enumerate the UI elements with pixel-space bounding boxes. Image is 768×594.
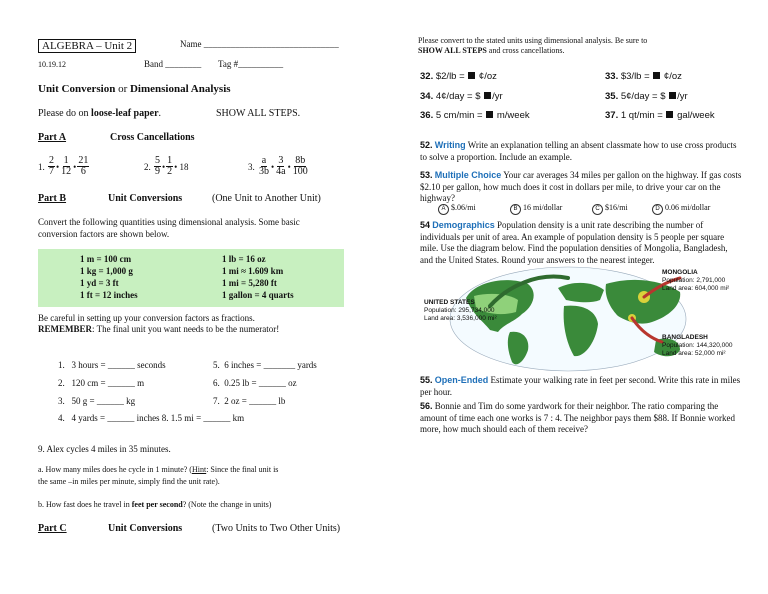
- part-c-subtitle: (Two Units to Two Other Units): [212, 523, 341, 534]
- fraction: $\frac{8b}{100}$: [292, 155, 308, 177]
- part-b-title: Unit Conversions: [108, 193, 183, 204]
- part-c-label: Part C: [38, 523, 67, 534]
- conversion-item: 36. 5 cm/min = m/week: [420, 110, 530, 121]
- conversion-item: 32. $2/lb = ¢/oz: [420, 71, 497, 82]
- factor: 1 lb = 16 oz: [222, 254, 266, 264]
- choice-b[interactable]: B 16 mi/dollar: [510, 203, 562, 215]
- convert-instructions-2: conversion factors are shown below.: [38, 229, 170, 239]
- problem-53: 53. Multiple Choice Your car averages 34 miles per gallon on the highway. If gas costs $2.10 per gallon, how much does it cost in dollars per mile, to drive your car on the highway?: [420, 170, 742, 203]
- choice-a[interactable]: A $.06/mi: [438, 203, 476, 215]
- date: 10.19.12: [38, 60, 66, 69]
- answer-box: [486, 111, 493, 118]
- question-9a: a. How many miles does he cycle in 1 minute? (Hint: Since the final unit is: [38, 465, 279, 474]
- part-a-problem-2: 2. $\frac{5}{9}$ • $\frac{1}{2}$ • 18: [144, 155, 189, 177]
- us-label: UNITED STATES Population: 295,734,000 Land area: 3,536,000 mi²: [424, 299, 497, 322]
- careful-note: Be careful in setting up your conversion factors as fractions.: [38, 313, 255, 323]
- fraction: $\frac{2}{7}$: [49, 155, 54, 177]
- problem-52: 52. Writing Write an explanation telling an absent classmate how to use cross products to solve a proportion. Include an example.: [420, 140, 737, 162]
- worksheet-title: ALGEBRA – Unit 2: [38, 36, 136, 54]
- part-b-label: Part B: [38, 193, 67, 204]
- problem-item: 2. 120 cm = ______ m: [58, 378, 145, 388]
- problem-item: 7. 2 oz = ______ lb: [213, 396, 286, 406]
- question-9: 9. Alex cycles 4 miles in 35 minutes.: [38, 444, 171, 454]
- fraction: $\frac{3}{4a}$: [276, 155, 286, 177]
- fraction: $\frac{21}{6}$: [78, 155, 89, 177]
- factor: 1 mi ≈ 1.609 km: [222, 266, 284, 276]
- factor: 1 m = 100 cm: [80, 254, 132, 264]
- band-field[interactable]: Band ________: [144, 59, 202, 69]
- part-c-title: Unit Conversions: [108, 523, 183, 534]
- mongolia-label: MONGOLIA Population: 2,791,000 Land area: 604,000 mi²: [662, 269, 730, 292]
- conversion-item: 33. $3/lb = ¢/oz: [605, 71, 682, 82]
- question-9b: b. How fast does he travel in feet per second? (Note the change in units): [38, 500, 272, 509]
- problem-item: 3. 50 g = ______ kg: [58, 396, 136, 406]
- factor: 1 kg = 1,000 g: [80, 266, 133, 276]
- problem-55: 55. Open-Ended Estimate your walking rate in feet per second. Write this rate in miles per hour.: [420, 375, 741, 397]
- part-a-problem-1: 1. $\frac{2}{7}$ • $\frac{1}{12}$ • $\frac{21}{6}$: [38, 155, 89, 177]
- question-9a-cont: the same –in miles per minute, simply find the unit rate).: [38, 477, 220, 486]
- factor: 1 mi = 5,280 ft: [222, 278, 277, 288]
- part-b-subtitle: (One Unit to Another Unit): [212, 193, 321, 204]
- problem-item: 4. 4 yards = ______ inches 8. 1.5 mi = ______ km: [58, 413, 245, 423]
- part-a-label: Part A: [38, 132, 67, 143]
- tag-field[interactable]: Tag #__________: [218, 59, 284, 69]
- right-intro-2: SHOW ALL STEPS and cross cancellations.: [418, 46, 565, 55]
- problem-56: 56. Bonnie and Tim do some yardwork for their neighbor. The ratio comparing the amount of time each one works is 7 : 4. The neighbor pays them $88. If Bonnie worked more, how much should each of them receive?: [420, 401, 736, 434]
- conversion-factors-box: [38, 249, 344, 307]
- answer-box: [484, 92, 491, 99]
- fraction: $\frac{1}{12}$: [61, 155, 72, 177]
- convert-instructions-1: Convert the following quantities using dimensional analysis. Some basic: [38, 217, 300, 227]
- part-a-title: Cross Cancellations: [110, 132, 195, 143]
- fraction: $\frac{1}{2}$: [167, 155, 173, 177]
- choice-d[interactable]: D 0.06 mi/dollar: [652, 203, 710, 215]
- section-heading: Unit Conversion or Dimensional Analysis: [38, 83, 231, 95]
- instructions: Please do on loose-leaf paper.: [38, 108, 162, 119]
- name-field[interactable]: Name ______________________________: [180, 39, 339, 49]
- factor: 1 gallon = 4 quarts: [222, 290, 294, 300]
- answer-box: [669, 92, 676, 99]
- show-steps-note: SHOW ALL STEPS.: [216, 108, 301, 119]
- fraction: $\frac{5}{9}$: [155, 155, 160, 177]
- bangladesh-label: BANGLADESH Population: 144,320,000 Land area: 52,000 mi²: [662, 334, 733, 357]
- problem-54: 54 Demographics Population density is a unit rate describing the number of individuals per unit of area. An example of population density is 5 people per square mile. Use the diagram below. Find the population densities of Mongolia, Bangladesh, and the United States. Round your answers to the nearest integer.: [420, 220, 728, 265]
- right-intro-1: Please convert to the stated units using dimensional analysis. Be sure to: [418, 36, 648, 45]
- problem-item: 1. 3 hours = ______ seconds: [58, 360, 166, 370]
- problem-item: 5. 6 inches = _______ yards: [213, 360, 317, 370]
- fraction: $\frac{a}{3b}$: [259, 155, 269, 177]
- conversion-item: 37. 1 qt/min = gal/week: [605, 110, 715, 121]
- answer-box: [468, 72, 475, 79]
- problem-item: 6. 0.25 lb = ______ oz: [213, 378, 297, 388]
- conversion-item: 34. 4¢/day = $ /yr: [420, 91, 503, 102]
- conversion-item: 35. 5¢/day = $ /yr: [605, 91, 688, 102]
- factor: 1 yd = 3 ft: [80, 278, 119, 288]
- factor: 1 ft = 12 inches: [80, 290, 138, 300]
- remember-note: REMEMBER: The final unit you want needs to be the numerator!: [38, 324, 280, 334]
- choice-c[interactable]: C $16/mi: [592, 203, 628, 215]
- answer-box: [653, 72, 660, 79]
- part-a-problem-3: 3. $\frac{a}{3b}$ • $\frac{3}{4a}$ • $\frac{8b}{100}$: [248, 155, 308, 177]
- answer-box: [666, 111, 673, 118]
